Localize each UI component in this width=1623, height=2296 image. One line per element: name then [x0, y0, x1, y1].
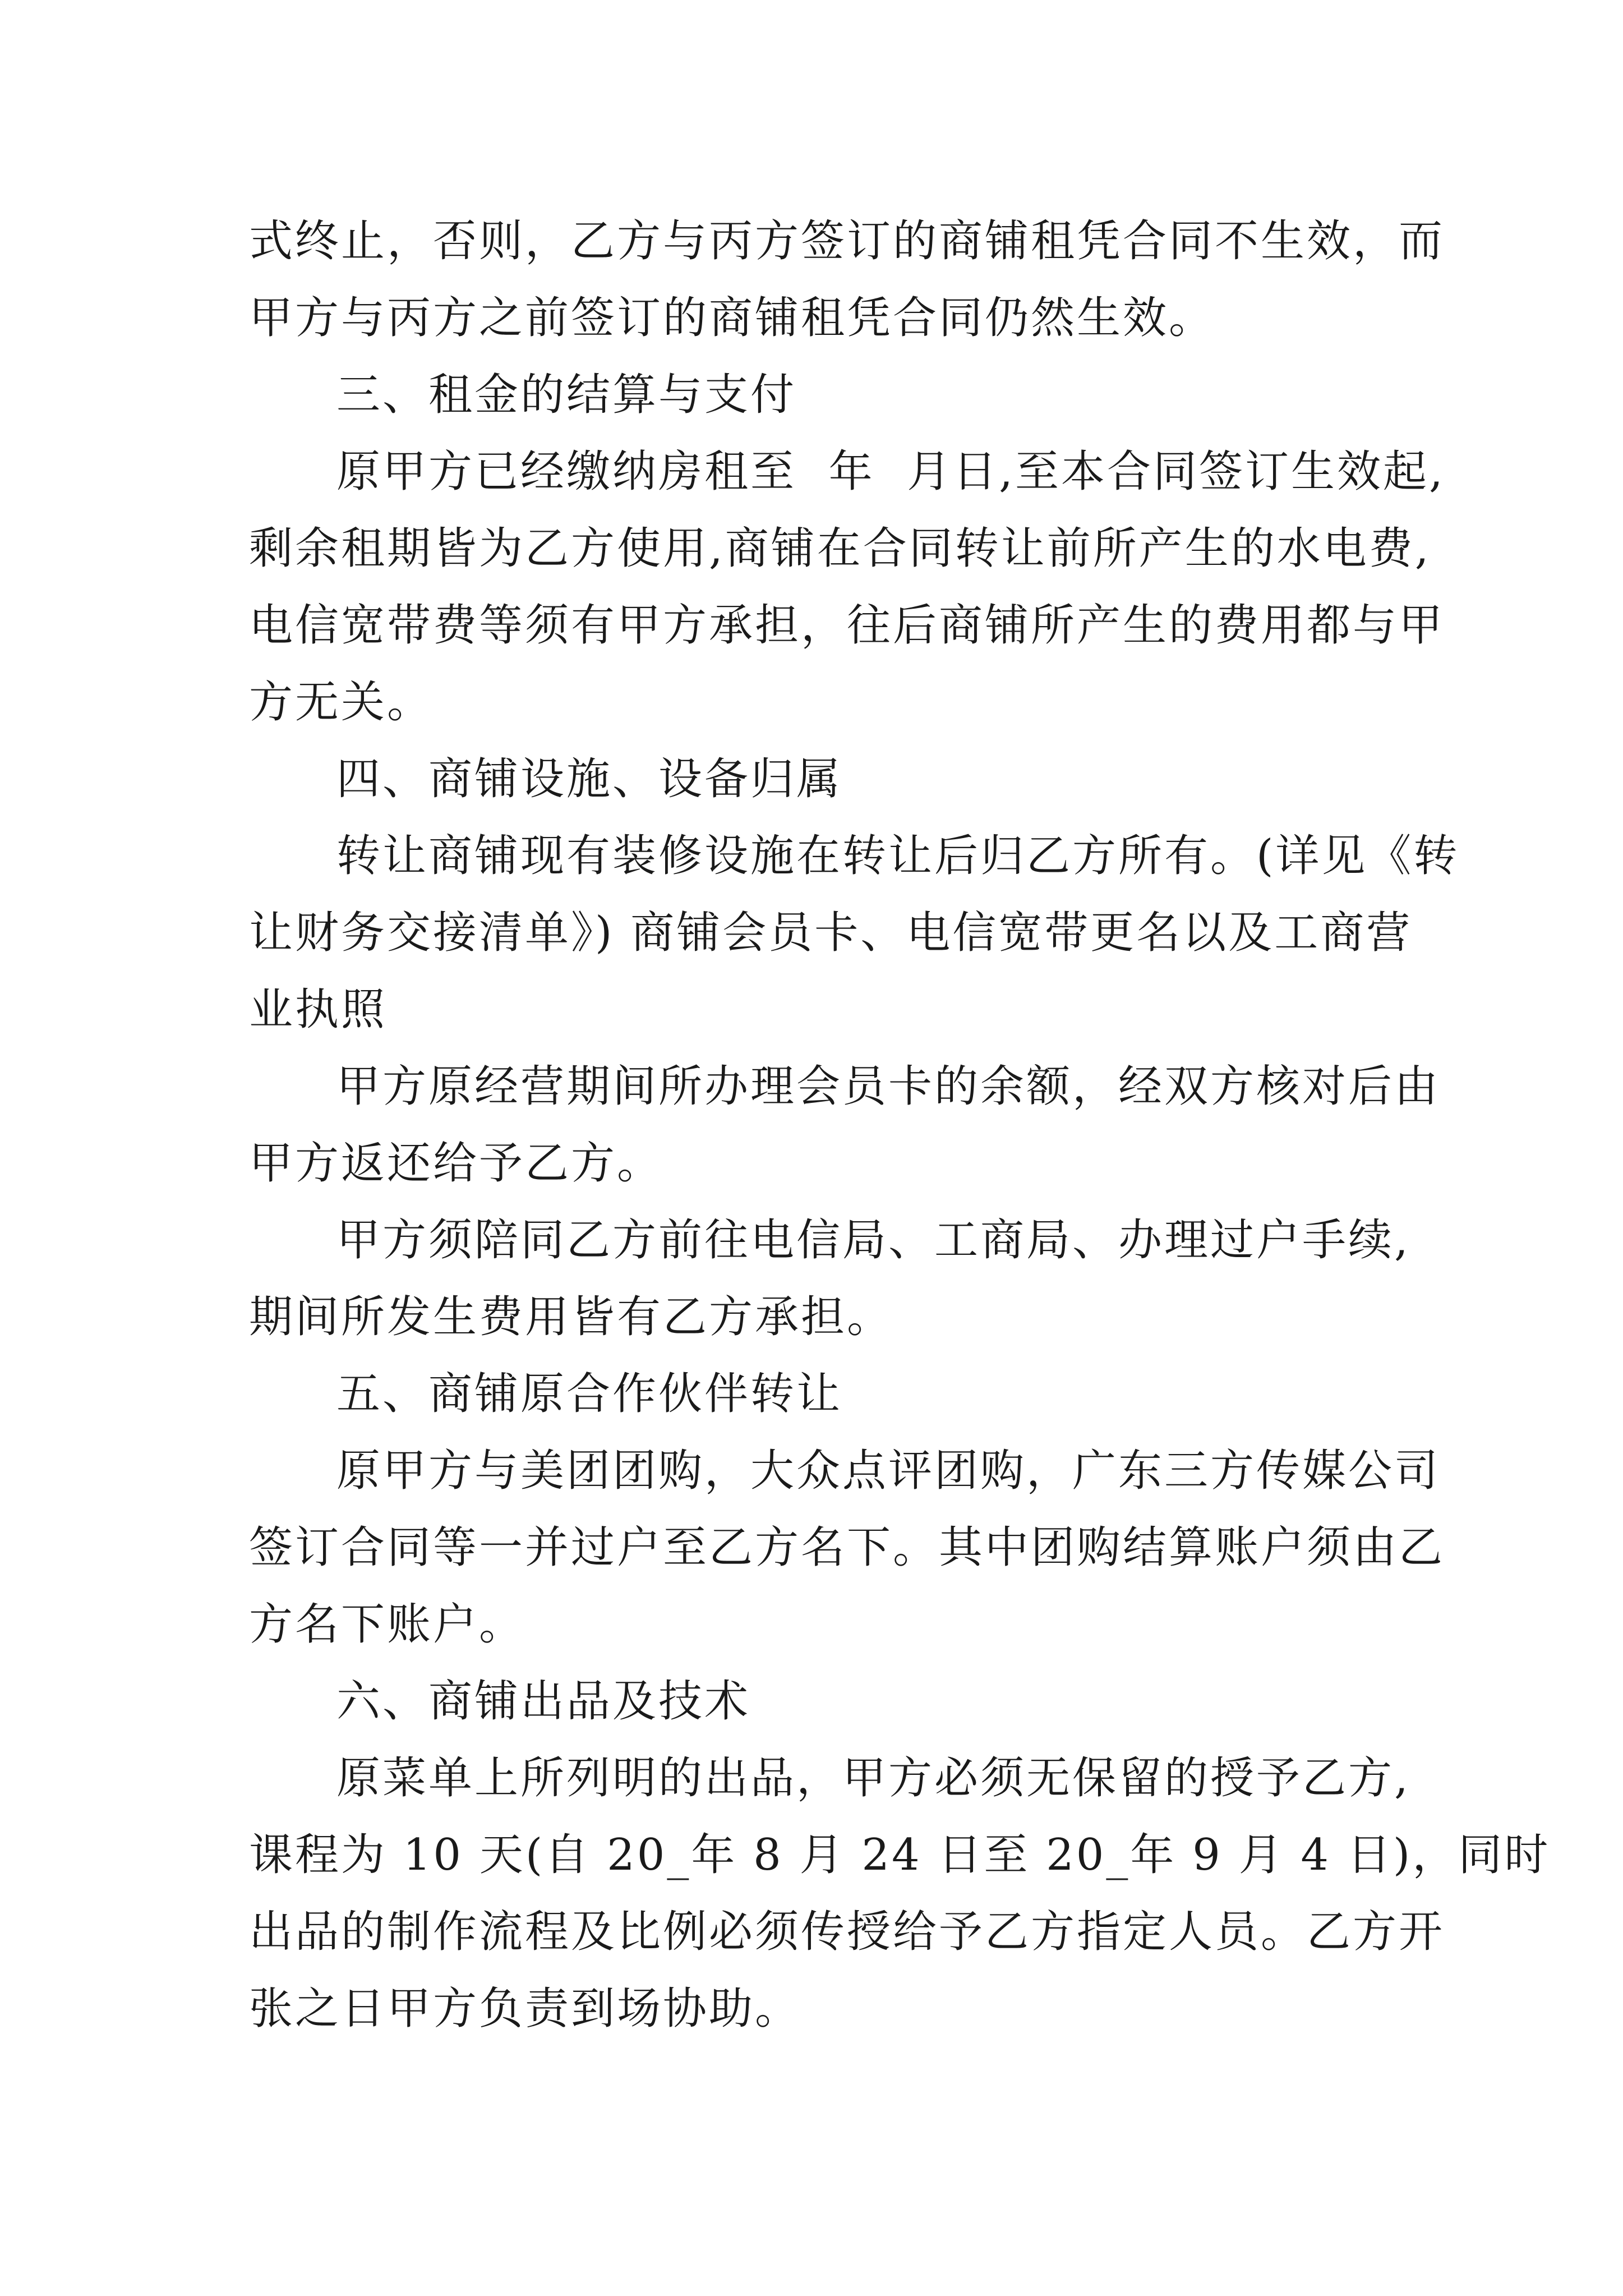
text-line: 转让商铺现有装修设施在转让后归乙方所有。(详见《转 [336, 831, 1460, 881]
text-line: 甲方返还给予乙方。 [249, 1138, 663, 1189]
text-line: 业执照 [249, 984, 388, 1035]
text-line: 方名下账户。 [249, 1599, 525, 1650]
section-heading-4: 四、商铺设施、设备归属 [336, 754, 843, 804]
document-body [249, 203, 1551, 2047]
text-line: 方无关。 [249, 677, 434, 728]
text-line: 甲方原经营期间所办理会员卡的余额，经双方核对后由 [336, 1061, 1441, 1112]
text-line: 课程为 10 天(自 20_年 8 月 24 日至 20_年 9 月 4 日)，同时 [249, 1830, 1551, 1880]
text-line: 签订合同等一并过户至乙方名下。其中团购结算账户须由乙 [249, 1522, 1445, 1573]
text-line: 张之日甲方负责到场协助。 [249, 1984, 801, 2034]
text-line: 式终止，否则，乙方与丙方签订的商铺租凭合同不生效，而 [249, 216, 1445, 266]
text-line: 出品的制作流程及比例必须传授给予乙方指定人员。乙方开 [249, 1907, 1445, 1957]
text-line: 原甲方与美团团购，大众点评团购，广东三方传媒公司 [336, 1446, 1441, 1496]
text-line: 原甲方已经缴纳房租至 年 月日,至本合同签订生效起, [336, 447, 1445, 497]
text-line: 剩余租期皆为乙方使用,商铺在合同转让前所产生的水电费, [249, 523, 1431, 574]
text-line: 甲方须陪同乙方前往电信局、工商局、办理过户手续, [336, 1215, 1410, 1266]
text-line: 电信宽带费等须有甲方承担，往后商铺所产生的费用都与甲 [249, 600, 1445, 651]
section-heading-5: 五、商铺原合作伙伴转让 [336, 1369, 843, 1419]
text-line: 期间所发生费用皆有乙方承担。 [249, 1292, 893, 1342]
text-line: 甲方与丙方之前签订的商铺租凭合同仍然生效。 [249, 293, 1215, 343]
text-line: 让财务交接清单》) 商铺会员卡、电信宽带更名以及工商营 [249, 908, 1413, 958]
section-heading-3: 三、租金的结算与支付 [336, 370, 797, 420]
text-line: 原菜单上所列明的出品，甲方必须无保留的授予乙方, [336, 1753, 1410, 1803]
section-heading-6: 六、商铺出品及技术 [336, 1676, 751, 1727]
